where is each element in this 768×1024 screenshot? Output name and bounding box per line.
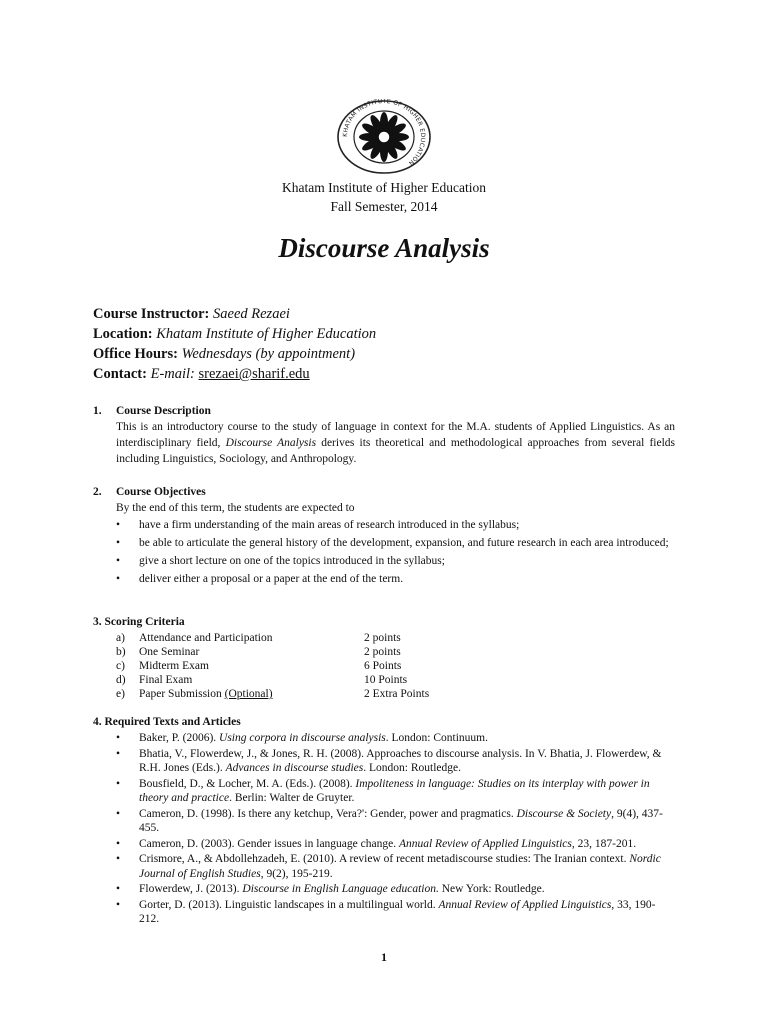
section-heading: 3. Scoring Criteria: [93, 616, 185, 628]
location-label: Location:: [93, 326, 153, 342]
list-item: • deliver either a proposal or a paper at the end of the term.: [116, 573, 404, 585]
email-label: E-mail:: [150, 366, 195, 382]
scoring-criteria-section: [93, 615, 675, 701]
list-item: • Crismore, A., & Abdollehzadeh, E. (2010). A review of recent metadiscourse studies: The Iranian context. Nordic Journal of English Studies, 9(2), 195-219.: [116, 853, 661, 880]
description-text: This is an introductory course to the study of language in context for the M.A. students of Applied Linguistics. As an interdisciplinary field, Discourse Analysis derives its theoretical and methodological approaches from several fields including Linguistics, Sociology, and Anthropology.: [116, 421, 676, 465]
course-description-section: [93, 403, 675, 467]
bullet-icon: •: [116, 573, 121, 585]
bullet-icon: •: [116, 883, 121, 895]
table-row: c) Midterm Exam 6 Points: [116, 660, 402, 672]
list-item: • Flowerdew, J. (2013). Discourse in English Language education. New York: Routledge.: [116, 883, 545, 895]
bullet-icon: •: [116, 853, 121, 865]
required-texts-section: [93, 715, 675, 928]
svg-text:KHATAM INSTITUTE OF HIGHER EDU: KHATAM INSTITUTE OF HIGHER EDUCATION: [341, 99, 427, 167]
section-heading: 2. Course Objectives: [93, 486, 206, 498]
table-row: a) Attendance and Participation 2 points: [116, 632, 401, 644]
contact-label: Contact:: [93, 366, 147, 382]
office-hours-value: Wednesdays (by appointment): [181, 346, 356, 362]
list-item: • have a firm understanding of the main areas of research introduced in the syllabus;: [116, 519, 520, 531]
institute-name: Khatam Institute of Higher Education: [282, 180, 486, 195]
bullet-icon: •: [116, 519, 121, 531]
instructor-line: [93, 306, 290, 323]
bullet-icon: •: [116, 732, 121, 744]
list-item: • Bousfield, D., & Locher, M. A. (Eds.). (2008). Impoliteness in language: Studies on its interplay with power in theory and practice. Berlin: Walter de Gruyter.: [116, 777, 650, 804]
page-title: Discourse Analysis: [278, 233, 490, 263]
contact-line: [93, 366, 310, 383]
table-row: b) One Seminar 2 points: [116, 646, 401, 658]
bullet-icon: •: [116, 747, 121, 760]
bullet-icon: •: [116, 555, 121, 567]
section-heading: 4. Required Texts and Articles: [93, 716, 241, 728]
list-item: • be able to articulate the general history of the development, expansion, and future research in each area introduced;: [116, 537, 669, 549]
table-row: e) Paper Submission (Optional) 2 Extra Points: [116, 688, 430, 700]
bullet-icon: •: [116, 898, 121, 911]
bullet-icon: •: [116, 537, 121, 549]
page-number: 1: [381, 950, 387, 964]
office-hours-line: [93, 346, 355, 363]
location-value: Khatam Institute of Higher Education: [156, 326, 377, 342]
list-item: • give a short lecture on one of the topics introduced in the syllabus;: [116, 555, 445, 567]
instructor-label: Course Instructor:: [93, 306, 210, 322]
email-link[interactable]: srezaei@sharif.edu: [198, 366, 310, 382]
semester: Fall Semester, 2014: [330, 199, 438, 214]
list-item: • Cameron, D. (2003). Gender issues in language change. Annual Review of Applied Linguistics, 23, 187-201.: [116, 837, 637, 850]
bullet-icon: •: [116, 837, 121, 850]
bullet-icon: •: [116, 807, 121, 820]
instructor-name: Saeed Rezaei: [213, 306, 290, 322]
list-item: • Cameron, D. (1998). Is there any ketchup, Vera?': Gender, power and pragmatics. Discourse & Society, 9(4), 437-455.: [116, 807, 663, 834]
section-heading: 1. Course Description: [93, 405, 211, 417]
list-item: • Gorter, D. (2013). Linguistic landscapes in a multilingual world. Annual Review of Applied Linguistics, 33, 190-212.: [116, 898, 656, 925]
list-item: • Baker, P. (2006). Using corpora in discourse analysis. London: Continuum.: [116, 732, 489, 744]
list-item: • Bhatia, V., Flowerdew, J., & Jones, R. H. (2008). Approaches to discourse analysis. In V. Bhatia, J. Flowerdew, & R.H. Jones (Eds.). Advances in discourse studies. London: Routledge.: [116, 747, 662, 774]
institute-seal-icon: [331, 99, 437, 175]
course-objectives-section: [93, 484, 675, 587]
office-hours-label: Office Hours:: [93, 346, 178, 362]
bullet-icon: •: [116, 777, 121, 790]
objectives-intro: By the end of this term, the students are expected to: [116, 502, 355, 514]
table-row: d) Final Exam 10 Points: [116, 674, 408, 686]
location-line: [93, 326, 376, 343]
